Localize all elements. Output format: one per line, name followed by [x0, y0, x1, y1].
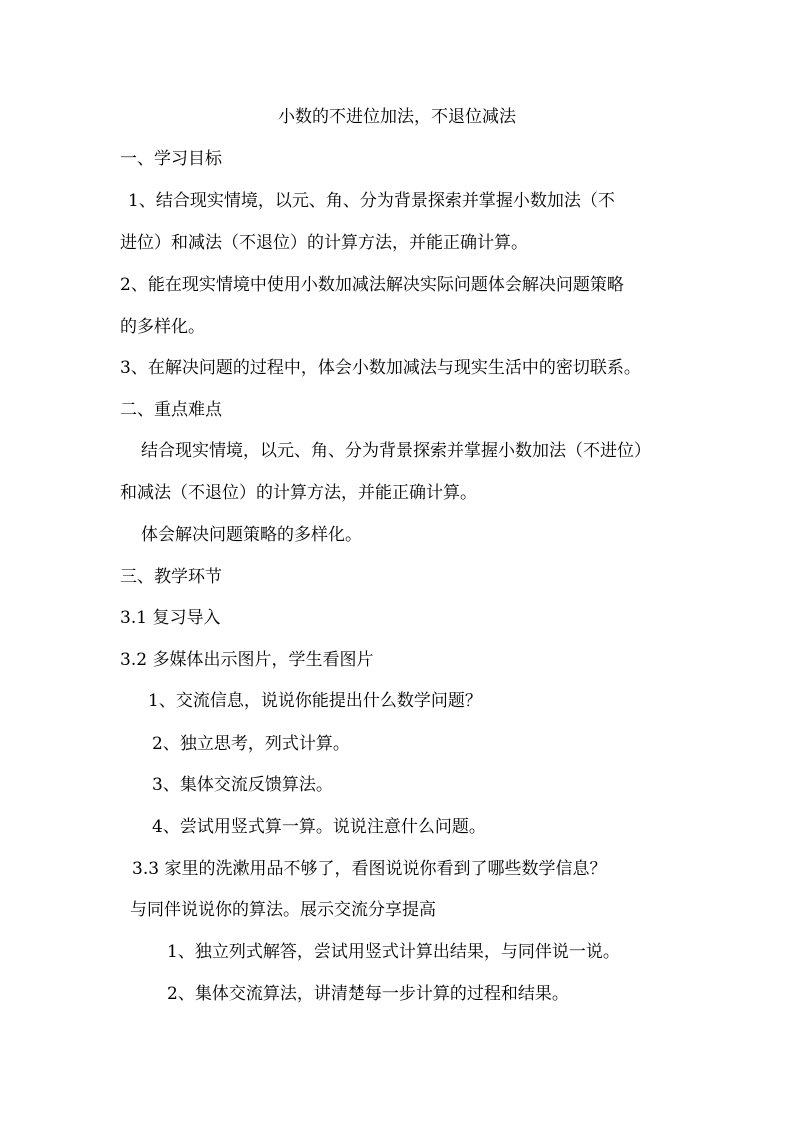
- key-point-1-line-2: 和减法（不退位）的计算方法，并能正确计算。: [120, 483, 477, 503]
- document-title: 小数的不进位加法，不退位减法: [278, 107, 516, 127]
- step-3-1: 3.1 复习导入: [120, 608, 221, 628]
- step-3-2-item-2: 2、独立思考，列式计算。: [152, 734, 350, 754]
- step-3-2-item-4: 4、尝试用竖式算一算。说说注意什么问题。: [152, 817, 486, 837]
- goal-item-1-line-2: 进位）和减法（不退位）的计算方法，并能正确计算。: [120, 233, 528, 253]
- step-3-3-line-1: 3.3 家里的洗漱用品不够了，看图说说你看到了哪些数学信息？: [132, 859, 607, 879]
- goal-item-3: 3、在解决问题的过程中，体会小数加减法与现实生活中的密切联系。: [120, 358, 641, 378]
- key-point-2: 体会解决问题策略的多样化。: [141, 525, 362, 545]
- key-point-1-line-1: 结合现实情境，以元、角、分为背景探索并掌握小数加法（不进位）: [141, 441, 651, 461]
- goal-item-2-line-2: 的多样化。: [120, 317, 205, 337]
- step-3-2-item-1: 1、交流信息，说说你能提出什么数学问题？: [148, 691, 482, 711]
- section-heading-teaching: 三、教学环节: [120, 567, 222, 587]
- step-3-2-item-3: 3、集体交流反馈算法。: [152, 775, 333, 795]
- step-3-3-item-1: 1、独立列式解答，尝试用竖式计算出结果，与同伴说一说。: [167, 942, 620, 962]
- goal-item-1-line-1: 1、结合现实情境，以元、角、分为背景探索并掌握小数加法（不: [128, 191, 615, 211]
- step-3-3-line-2: 与同伴说说你的算法。展示交流分享提高: [130, 900, 436, 920]
- section-heading-key-points: 二、重点难点: [120, 400, 222, 420]
- goal-item-2-line-1: 2、能在现实情境中使用小数加减法解决实际问题体会解决问题策略: [120, 275, 624, 295]
- step-3-3-item-2: 2、集体交流算法，讲清楚每一步计算的过程和结果。: [167, 984, 569, 1004]
- section-heading-goals: 一、学习目标: [120, 149, 222, 169]
- step-3-2: 3.2 多媒体出示图片，学生看图片: [120, 650, 374, 670]
